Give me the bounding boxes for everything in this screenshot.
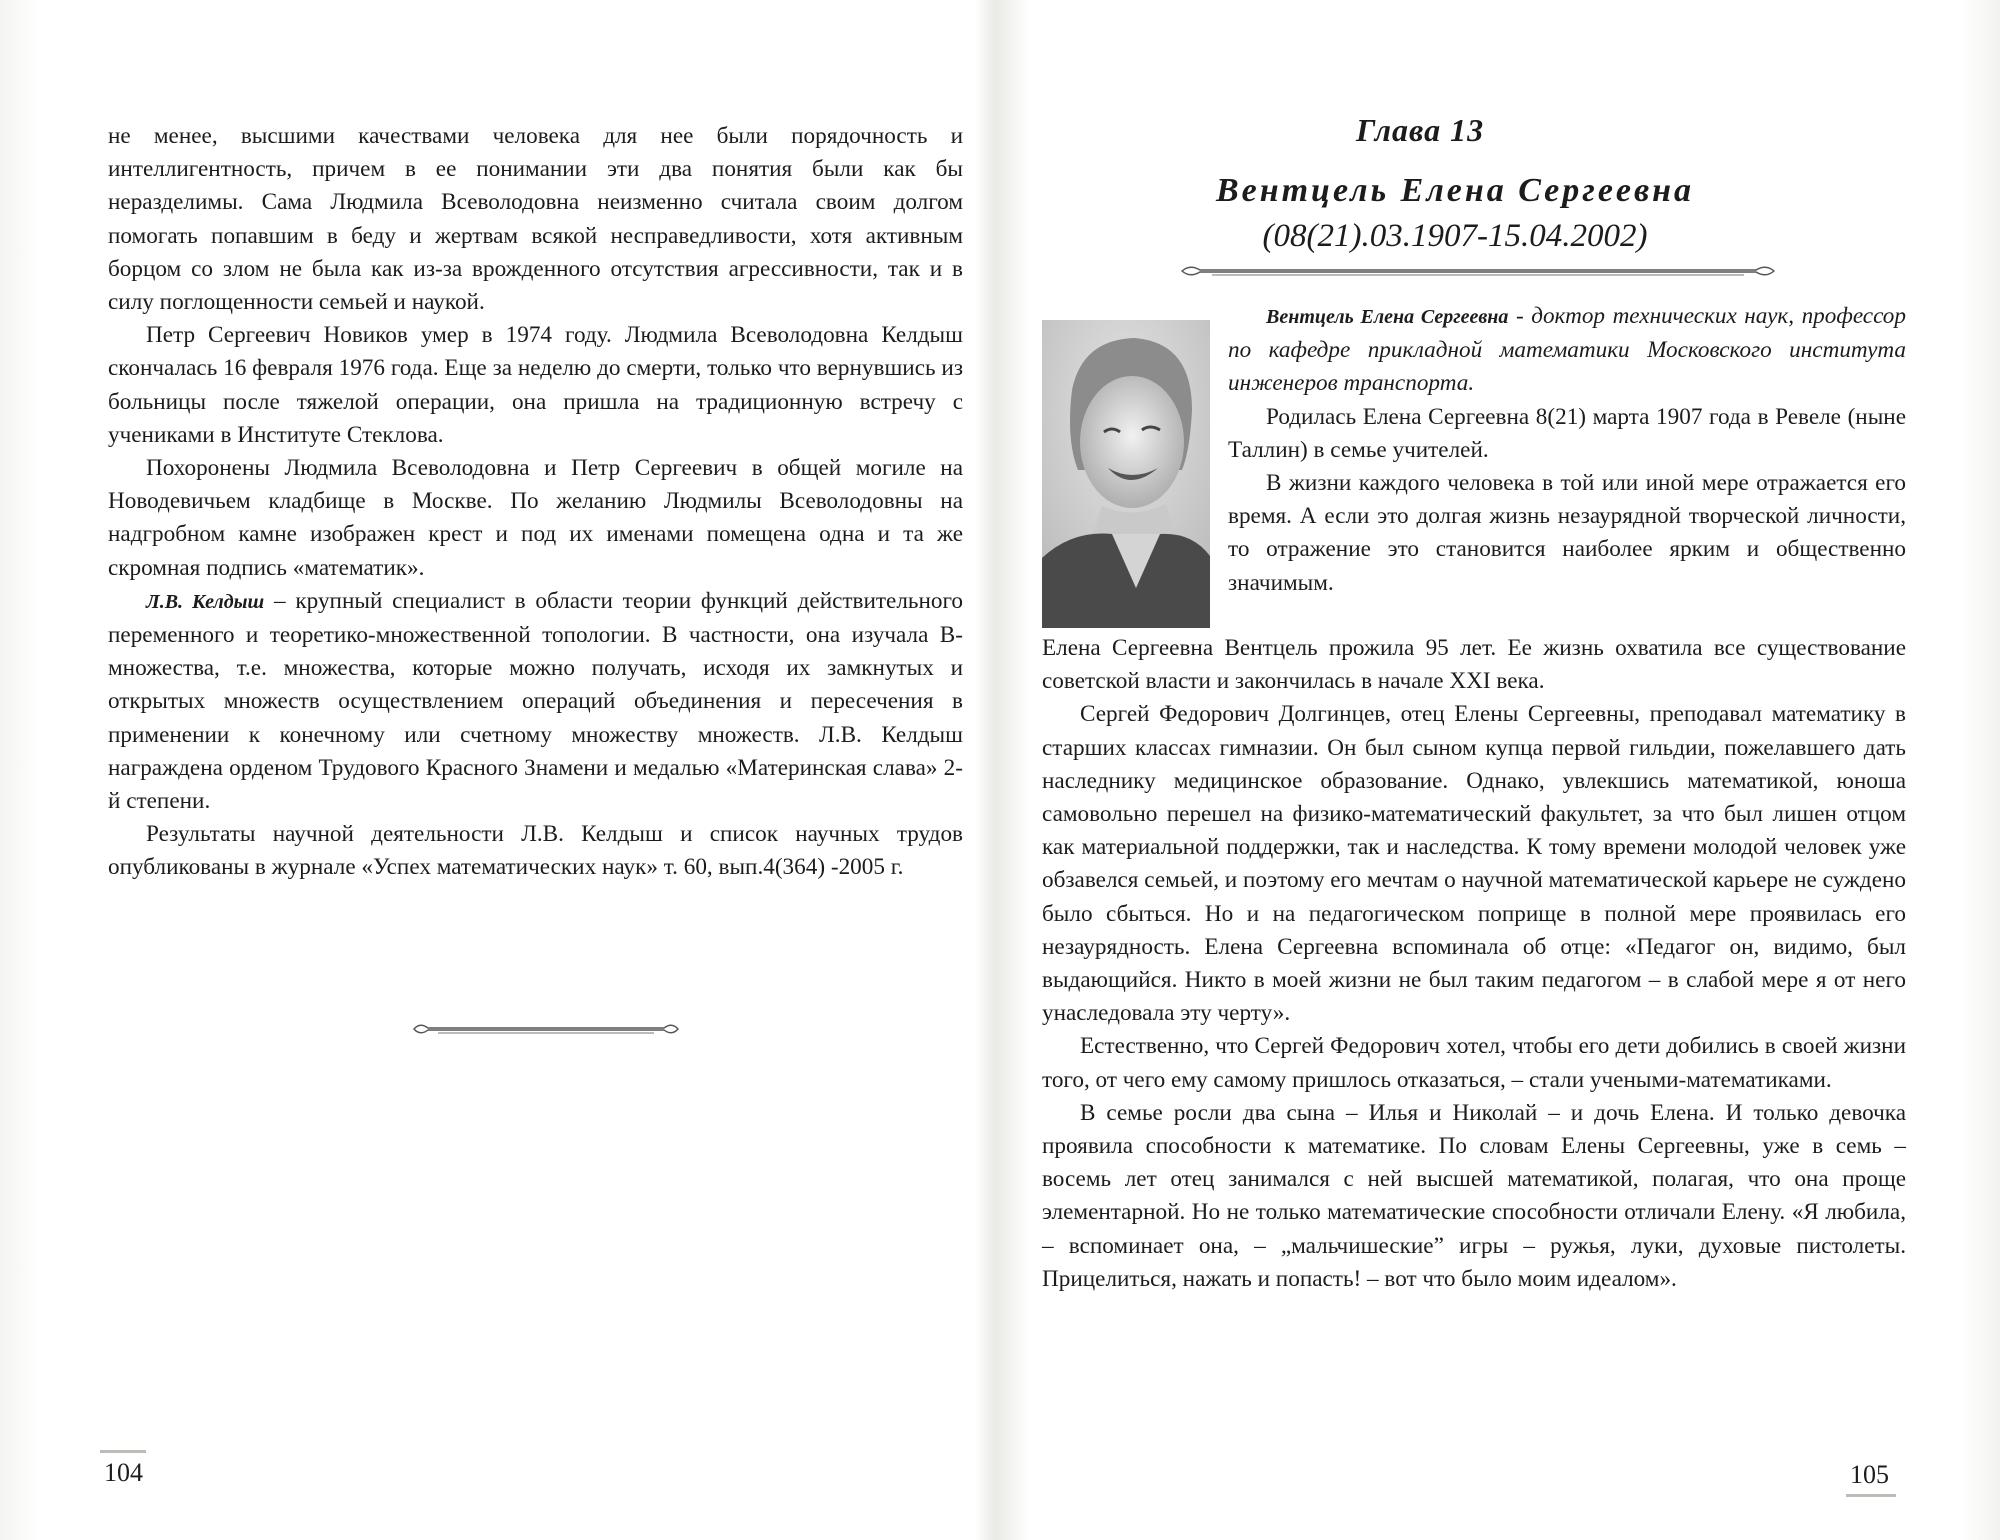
scroll-divider-icon bbox=[1178, 262, 1778, 280]
left-page-text bbox=[108, 120, 963, 885]
person-dates: (08(21).03.1907-15.04.2002) bbox=[1262, 218, 1648, 254]
intro-text: - доктор технических наук, профессор по кафедре прикладной математики Московского института инженеров транспорта. bbox=[1228, 303, 1906, 397]
paragraph: Елена Сергеевна Вентцель прожила 95 лет. Ее жизнь охватила все существование советской власти и закончилась в начале XXI века. bbox=[1042, 635, 1906, 695]
paragraph: Родилась Елена Сергеевна 8(21) марта 1907 года в Ревеле (ныне Таллин) в семье учителей. bbox=[1228, 403, 1906, 463]
keldysh-summary bbox=[108, 585, 963, 818]
right-intro-text bbox=[1228, 300, 1906, 600]
paragraph: Похоронены Людмила Всеволодовна и Петр Сергеевич в общей могиле на Новодевичьем кладбище в Москве. По желанию Людмилы Всеволодовны на надгробном камне изображен крест и под их именами помещена одна и та же скромная подпись «математик». bbox=[108, 455, 963, 581]
paragraph: не менее, высшими качествами человека для нее были порядочность и интеллигентность, причем в ее понимании эти два понятия были как бы неразделимы. Сама Людмила Всеволодовна неизменно считала своим долгом помогать попавшим в беду и жертвам всякой несправедливости, хотя активным борцом со злом не была как из-за врожденного отсутствия агрессивности, так и в силу поглощенности семьей и наукой. bbox=[108, 123, 963, 316]
results-paragraph: Результаты научной деятельности Л.В. Келдыш и список научных трудов опубликованы в журнале «Успех математических наук» т. 60, вып.4(364) -2005 г. bbox=[108, 821, 963, 881]
keldysh-name: Л.В. Келдыш bbox=[146, 590, 265, 613]
intro-paragraph bbox=[1228, 300, 1906, 401]
person-name: Вентцель Елена Сергеевна bbox=[1215, 172, 1695, 209]
chapter-title: Глава 13 bbox=[1355, 112, 1485, 148]
intro-name: Вентцель Елена Сергеевна bbox=[1266, 306, 1509, 328]
paragraph: Естественно, что Сергей Федорович хотел, чтобы его дети добились в своей жизни того, от чего ему самому пришлось отказаться, – стали учеными-математиками. bbox=[1042, 1033, 1906, 1093]
portrait-photo-icon bbox=[1042, 320, 1210, 628]
page-number: 105 bbox=[1850, 1460, 1889, 1489]
scroll-divider-icon bbox=[410, 1020, 682, 1038]
page-number-rule bbox=[1846, 1494, 1896, 1497]
paragraph: В жизни каждого человека в той или иной мере отражается его время. А если это долгая жизнь незаурядной творческой личности, то отражение это становится наиболее ярким и общественно значимым. bbox=[1228, 470, 1906, 596]
paragraph: В семье росли два сына – Илья и Николай – и дочь Елена. И только девочка проявила способности к математике. По словам Елены Сергеевны, уже в семь – восемь лет отец занимался с ней высшей математикой, полагая, что она проще элементарной. Но не только математические способности отличали Елену. «Я любила, – вспоминает она, – „мальчишеские” игры – ружья, луки, духовые пистолеты. Прицелиться, нажать и попасть! – вот что было моим идеалом». bbox=[1042, 1099, 1906, 1292]
keldysh-text: – крупный специалист в области теории функций действительного переменного и теоретико-множественной топологии. В частности, она изучала B-множества, т.е. множества, которые можно получать, исходя их замкнутых и открытых множеств осуществлением операций объединения и пересечения в применении к конечному или счетному множеству множеств. Л.В. Келдыш награждена орденом Трудового Красного Знамени и медалью «Материнская слава» 2-й степени. bbox=[108, 587, 964, 815]
page-number-rule bbox=[100, 1450, 146, 1453]
right-main-text bbox=[1042, 632, 1906, 1296]
page-number: 104 bbox=[104, 1458, 143, 1487]
paragraph: Петр Сергеевич Новиков умер в 1974 году. Людмила Всеволодовна Келдыш скончалась 16 февраля 1976 года. Еще за неделю до смерти, только что вернувшись из больницы после тяжелой операции, она пришла на традиционную встречу с учениками в Институте Стеклова. bbox=[108, 322, 963, 448]
paragraph: Сергей Федорович Долгинцев, отец Елены Сергеевны, преподавал математику в старших классах гимназии. Он был сыном купца первой гильдии, пожелавшего дать наследнику медицинское образование. Однако, увлекшись математикой, юноша самовольно перешел на физико-математический факультет, за что был лишен отцом как материальной поддержки, так и наследства. К тому времени молодой человек уже обзавелся семьей, и поэтому его мечтам о научной математической карьере не суждено было сбыться. Но и на педагогическом поприще в полной мере проявилась его незаурядность. Елена Сергеевна вспоминала об отце: «Педагог он, видимо, был выдающийся. Никто в моей жизни не был таким педагогом – в слабой мере я от него унаследовала эту черту». bbox=[1042, 701, 1906, 1027]
